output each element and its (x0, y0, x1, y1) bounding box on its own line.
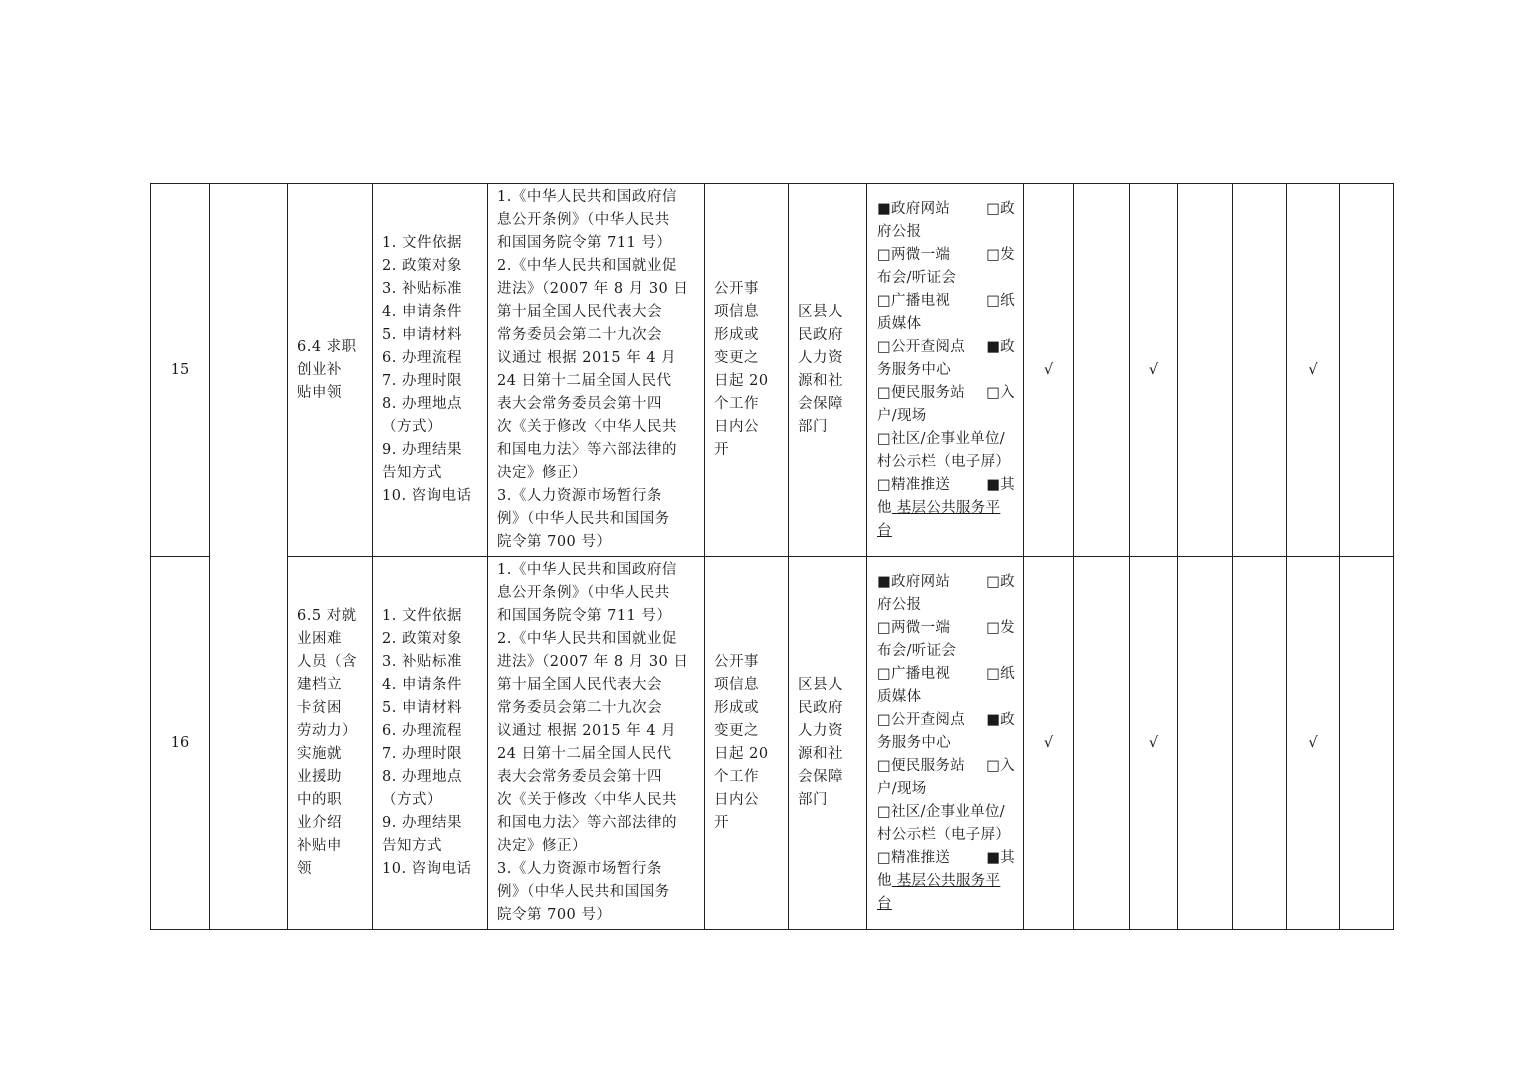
channels-cell (867, 557, 1024, 930)
check-mark (1178, 184, 1233, 557)
channel-text: 他 (877, 499, 892, 516)
channel-broadcast-tv: □广播电视 (877, 665, 951, 682)
item-name: 6.4 求职 创业补 贴申领 (297, 338, 357, 401)
table-row (151, 184, 1394, 557)
channel-precise-push: □精准推送 (877, 849, 951, 866)
disclosure-content: 1. 文件依据 2. 政策对象 3. 补贴标准 4. 申请条件 5. 申请材料 6. 办理流程 7. 办理时限 8. 办理地点 （方式） 9. 办理结果 告知方式 10. 咨询电话 (382, 608, 472, 877)
channel-gov-gazette: □政 (986, 200, 1015, 217)
legal-basis: 1.《中华人民共和国政府信 息公开条例》（中华人民共 和国国务院令第 711 号） 2.《中华人民共和国就业促 进法》（2007 年 8 月 30 日 第十届全国人民代表大会 常务委员会第二十九次会 议通过 根据 2015 年 4 月 24 日第十二届全国人民代 表大会常务委员会第十四 次《关于修改〈中华人民共 和国电力法〉等六部法律的 决定》修正） 3.《人力资源市场暂行条 例》（中华人民共和国国务 院令第 700 号） (497, 189, 689, 550)
table-row (151, 557, 1394, 930)
check-mark (1340, 557, 1394, 930)
row-number: 16 (151, 557, 210, 930)
channel-precise-push: □精准推送 (877, 476, 951, 493)
disclosure-table (150, 183, 1394, 930)
time-limit: 公开事 项信息 形成或 变更之 日起 20 个工作 日内公 开 (714, 281, 769, 458)
channel-on-site: □入 (986, 757, 1015, 774)
channel-list (867, 569, 1023, 918)
channel-reading-point: □公开查阅点 (877, 338, 965, 355)
channel-text: 户/现场 (877, 407, 927, 424)
channel-print-media: □纸 (986, 665, 1015, 682)
basis-cell (488, 557, 705, 930)
channel-on-site: □入 (986, 384, 1015, 401)
channel-other-detail: 台 (877, 895, 892, 912)
channel-other-detail: 台 (877, 522, 892, 539)
department-cell (789, 557, 867, 930)
basis-cell (488, 184, 705, 557)
channel-other-detail: 基层公共服务平 (891, 499, 1001, 516)
item-name: 6.5 对就 业困难 人员（含 建档立 卡贫困 劳动力） 实施就 业援助 中的职 业介绍 补贴申 领 (297, 608, 357, 877)
channel-bulletin-board: □社区/企事业单位/ (877, 803, 1005, 820)
channel-press-conference: □发 (986, 246, 1015, 263)
check-mark (1340, 184, 1394, 557)
channel-gov-gazette: □政 (986, 573, 1015, 590)
check-mark: √ (1287, 184, 1340, 557)
channel-text: 务服务中心 (877, 361, 951, 378)
channel-weibo-wechat: □两微一端 (877, 246, 951, 263)
channel-gov-website: ■政府网站 (877, 573, 951, 590)
row-number: 15 (151, 184, 210, 557)
channel-text: 户/现场 (877, 780, 927, 797)
channel-print-media: □纸 (986, 292, 1015, 309)
channel-broadcast-tv: □广播电视 (877, 292, 951, 309)
channel-text: 村公示栏（电子屏） (877, 826, 1011, 843)
check-mark (1233, 184, 1287, 557)
category-cell (210, 184, 288, 930)
channel-reading-point: □公开查阅点 (877, 711, 965, 728)
check-mark (1233, 557, 1287, 930)
channel-text: 布会/听证会 (877, 269, 957, 286)
item-name-cell (288, 557, 373, 930)
channel-text: 质媒体 (877, 315, 922, 332)
channel-service-center: ■政 (986, 338, 1015, 355)
check-mark: √ (1130, 557, 1178, 930)
check-mark (1074, 184, 1130, 557)
channel-list (867, 196, 1023, 545)
department: 区县人 民政府 人力资 源和社 会保障 部门 (798, 304, 843, 435)
department: 区县人 民政府 人力资 源和社 会保障 部门 (798, 677, 843, 808)
department-cell (789, 184, 867, 557)
channel-other-detail: 基层公共服务平 (891, 872, 1001, 889)
legal-basis: 1.《中华人民共和国政府信 息公开条例》（中华人民共 和国国务院令第 711 号） 2.《中华人民共和国就业促 进法》（2007 年 8 月 30 日 第十届全国人民代表大会 常务委员会第二十九次会 议通过 根据 2015 年 4 月 24 日第十二届全国人民代 表大会常务委员会第十四 次《关于修改〈中华人民共 和国电力法〉等六部法律的 决定》修正） 3.《人力资源市场暂行条 例》（中华人民共和国国务 院令第 700 号） (497, 562, 689, 923)
check-mark (1178, 557, 1233, 930)
channel-text: 质媒体 (877, 688, 922, 705)
channels-cell (867, 184, 1024, 557)
check-mark: √ (1024, 557, 1074, 930)
channel-text: 府公报 (877, 596, 922, 613)
check-mark: √ (1024, 184, 1074, 557)
time-limit-cell (705, 557, 789, 930)
channel-bulletin-board: □社区/企事业单位/ (877, 430, 1005, 447)
channel-service-center: ■政 (986, 711, 1015, 728)
check-mark (1074, 557, 1130, 930)
channel-weibo-wechat: □两微一端 (877, 619, 951, 636)
channel-other: ■其 (986, 849, 1015, 866)
channel-convenience-station: □便民服务站 (877, 384, 965, 401)
content-cell (373, 184, 488, 557)
channel-gov-website: ■政府网站 (877, 200, 951, 217)
channel-convenience-station: □便民服务站 (877, 757, 965, 774)
channel-text: 布会/听证会 (877, 642, 957, 659)
channel-press-conference: □发 (986, 619, 1015, 636)
time-limit: 公开事 项信息 形成或 变更之 日起 20 个工作 日内公 开 (714, 654, 769, 831)
channel-text: 务服务中心 (877, 734, 951, 751)
check-mark: √ (1287, 557, 1340, 930)
channel-text: 他 (877, 872, 892, 889)
channel-other: ■其 (986, 476, 1015, 493)
channel-text: 村公示栏（电子屏） (877, 453, 1011, 470)
channel-text: 府公报 (877, 223, 922, 240)
time-limit-cell (705, 184, 789, 557)
check-mark: √ (1130, 184, 1178, 557)
disclosure-content: 1. 文件依据 2. 政策对象 3. 补贴标准 4. 申请条件 5. 申请材料 6. 办理流程 7. 办理时限 8. 办理地点 （方式） 9. 办理结果 告知方式 10. 咨询电话 (382, 235, 472, 504)
item-name-cell (288, 184, 373, 557)
content-cell (373, 557, 488, 930)
